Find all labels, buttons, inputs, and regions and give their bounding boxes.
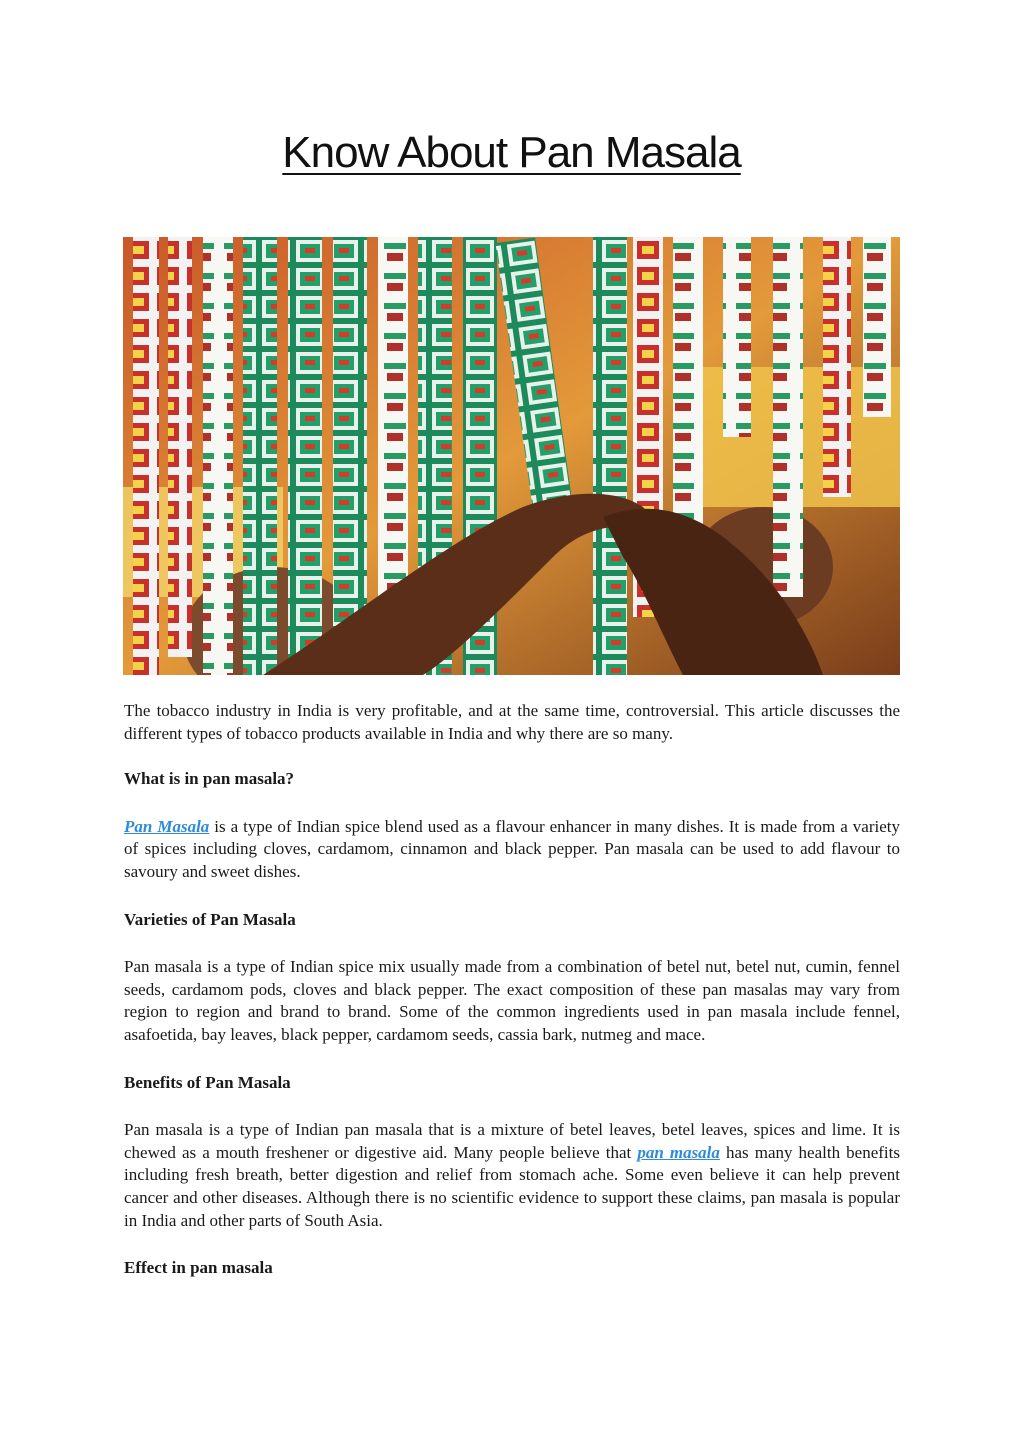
section2-paragraph: Pan masala is a type of Indian spice mix usually made from a combination of betel nut, betel nut, cumin, fennel seeds, cardamom pods, cloves and black pepper. The exact composition of these pan masalas may vary from region to region and brand to brand. Some of the common ingredients used in pan masala include fennel, asafoetida, bay leaves, black pepper, cardamom seeds, cassia bark, nutmeg and mace. [124, 957, 900, 1044]
page-title: Know About Pan Masala [282, 128, 741, 177]
section3-body-before: Pan masala is a type of Indian pan masala that is a mixture of betel leaves, betel leaves, spices and lime. It is chewed as a mouth freshener or digestive aid. Many people believe that [124, 1120, 900, 1162]
heading-what-is-in-pan-masala: What is in pan masala? [124, 769, 295, 789]
section3-paragraph [124, 1119, 900, 1232]
pan-masala-link[interactable]: Pan Masala [124, 816, 210, 836]
article-body [124, 700, 900, 1280]
heading-effect: Effect in pan masala [124, 1258, 273, 1278]
section3-body-after: has many health benefits including fresh breath, better digestion and relief from stomach ache. Some even believe it can help prevent cancer and other diseases. Although there is no scientific evidence to support these claims, pan masala is popular in India and other parts of South Asia. [124, 1142, 900, 1230]
heading-varieties: Varieties of Pan Masala [124, 909, 296, 929]
article-photo [123, 237, 900, 675]
section1-body: is a type of Indian spice blend used as a flavour enhancer in many dishes. It is made from a variety of spices including cloves, cardamom, cinnamon and black pepper. Pan masala can be used to add flavour to savoury and sweet dishes. [124, 816, 901, 881]
pan-masala-inline-link[interactable]: pan masala [637, 1142, 720, 1162]
section1-paragraph [124, 816, 900, 884]
intro-paragraph: The tobacco industry in India is very profitable, and at the same time, controversial. This article discusses the different types of tobacco products available in India and why there are so many. [124, 701, 900, 743]
pan-masala-sachets-illustration [123, 237, 900, 675]
heading-benefits: Benefits of Pan Masala [124, 1072, 291, 1092]
